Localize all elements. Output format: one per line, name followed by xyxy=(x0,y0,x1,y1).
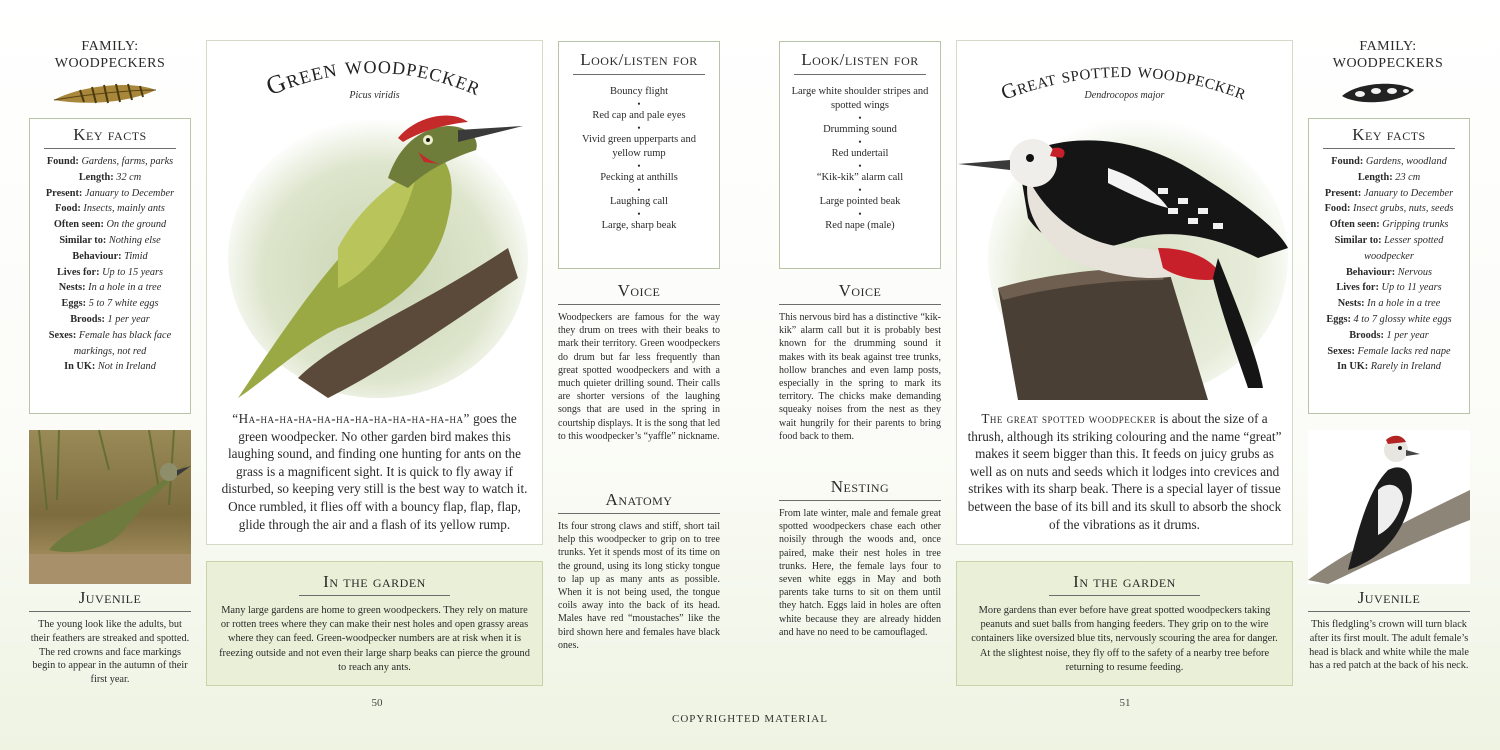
nesting-text: From late winter, male and female great spotted woodpeckers chase each other noisily through the woods and, once paired, make their nest holes in tree trunks. Here, the female lays four to seven white eggs in May and both parents take turns to sit on them until they hatch. Eggs laid in holes are often white because they are already hidden and have no need to be camouflaged. xyxy=(779,508,941,638)
key-facts-title: Key facts xyxy=(73,125,147,144)
look-item: Drumming sound xyxy=(823,124,897,135)
family-line1: FAMILY: xyxy=(1359,39,1417,54)
divider xyxy=(558,304,720,305)
juvenile-text: The young look like the adults, but their feathers are streaked and spotted. The red crowns and face markings begin to appear in the autumn of their first year. xyxy=(30,619,190,686)
voice-title: Voice xyxy=(617,281,661,300)
main-lead: “Ha-ha-ha-ha-ha-ha-ha-ha-ha-ha-ha-ha” xyxy=(232,411,470,426)
bird-latin-left: Picus viridis xyxy=(349,90,400,101)
fact-row: Found: Gardens, woodland xyxy=(1331,156,1447,167)
bird-title-text: Green woodpecker xyxy=(261,49,487,102)
divider xyxy=(573,74,705,75)
bullet-dot: • xyxy=(858,137,862,147)
bird-title-left xyxy=(206,46,543,116)
voice-section-right xyxy=(779,281,941,443)
fact-row: Nests: In a hole in a tree xyxy=(1337,298,1441,310)
divider xyxy=(779,304,941,305)
garden-title: In the garden xyxy=(323,572,426,591)
fact-row: Often seen: On the ground xyxy=(53,219,167,231)
juvenile-photo-right xyxy=(1308,430,1470,584)
look-item: Large pointed beak xyxy=(819,196,901,207)
bullet-dot: • xyxy=(637,99,641,109)
look-item: Laughing call xyxy=(609,196,669,207)
bird-title-text: Great spotted woodpecker xyxy=(997,57,1251,105)
divider xyxy=(44,148,176,149)
fact-row: Broods: 1 per year xyxy=(1349,329,1429,341)
fact-row: Behaviour: Nervous xyxy=(1345,266,1433,278)
juvenile-section-left xyxy=(29,588,191,687)
fact-row: Behaviour: Timid xyxy=(72,250,148,262)
look-item: Large white shoulder stripes and spotted wings xyxy=(791,86,929,111)
juvenile-photo-left xyxy=(29,430,191,584)
fact-row: Similar to: Nothing else xyxy=(59,234,161,246)
family-line2: WOODPECKERS xyxy=(1332,56,1444,71)
divider xyxy=(794,74,926,75)
facts-list-right xyxy=(1309,154,1469,375)
look-item: Red nape (male) xyxy=(825,220,895,231)
look-item: Bouncy flight xyxy=(609,86,669,97)
family-label-left xyxy=(40,38,180,72)
fact-row: Found: Gardens, farms, parks xyxy=(46,156,174,167)
fact-row: Food: Insects, mainly ants xyxy=(55,203,165,215)
look-listen-list xyxy=(559,85,719,233)
bird-photo-left xyxy=(218,108,530,400)
look-item: Pecking at anthills xyxy=(600,172,678,183)
main-paragraph-right xyxy=(966,410,1283,533)
fact-row: Length: 32 cm xyxy=(78,171,142,183)
bullet-dot: • xyxy=(637,209,641,219)
bullet-dot: • xyxy=(637,123,641,133)
fact-row: Lives for: Up to 15 years xyxy=(56,266,164,278)
fact-row: Nests: In a hole in a tree xyxy=(58,282,162,294)
copyright-footer: COPYRIGHTED MATERIAL xyxy=(672,713,828,725)
divider xyxy=(29,611,191,612)
page-number-left: 50 xyxy=(371,697,383,709)
bullet-dot: • xyxy=(858,161,862,171)
nesting-section-right xyxy=(779,477,941,639)
fact-row: Similar to: Lesser spotted woodpecker xyxy=(1334,234,1444,262)
main-text: goes the green woodpecker. No other garden bird makes this laughing sound, and finding one hunting for ants on the grass is a magnificent sight. It is quick to fly away if disturbed, so keeping very still is the best way to watch it. Once rumbled, it flies off with a bouncy flap, flap, flap, glide through the air and a flash of its yellow rump. xyxy=(221,411,528,532)
look-item: Red cap and pale eyes xyxy=(592,110,686,121)
fact-row: Present: January to December xyxy=(1324,187,1454,199)
anatomy-text: Its four strong claws and stiff, short tail help this woodpecker to grip on to tree trunks. Yet it spends most of its time on the ground, using its long sticky tongue to lap up as many ants as possible. When it is not being used, the tongue coils away into the back of its head. Males have red “moustaches” like the bird shown here and females have black ones. xyxy=(558,521,720,651)
divider xyxy=(558,513,720,514)
look-item: Red undertail xyxy=(831,148,889,159)
look-item: Large, sharp beak xyxy=(601,220,677,231)
juvenile-text: This fledgling’s crown will turn black after its first moult. The adult female’s head is black and white while the male has a red patch at the back of his neck. xyxy=(1309,619,1469,672)
fact-row: Food: Insect grubs, nuts, seeds xyxy=(1324,203,1454,215)
look-item: “Kik-kik” alarm call xyxy=(816,172,904,183)
main-text: is about the size of a thrush, although its striking colouring and the name “great” makes it seem bigger than this. It feeds on juicy grubs as well as on nuts and seeds which it lodges into crevices and strikes with its sharp beak. There is a special layer of tissue between the base of its bill and its skull to absorb the shock of the vibrations as it drums. xyxy=(967,411,1282,532)
bird-latin-right: Dendrocopos major xyxy=(1084,90,1165,101)
look-listen-box-left xyxy=(558,41,720,269)
juvenile-section-right xyxy=(1308,588,1470,673)
bird-photo-right xyxy=(958,108,1292,400)
feather-icon xyxy=(50,78,160,108)
juvenile-title: Juvenile xyxy=(1357,588,1421,607)
page-number-right: 51 xyxy=(1119,697,1131,709)
garden-text: Many large gardens are home to green woodpeckers. They rely on mature or rotten trees where they can make their nest holes and open grassy areas where they can feed. Green-woodpecker numbers are at risk when it is freezing outside and not even their large sharp beaks can pierce the ground to reach any ants. xyxy=(219,605,530,673)
bullet-dot: • xyxy=(858,113,862,123)
fact-row: In UK: Rarely in Ireland xyxy=(1337,361,1441,373)
voice-text: This nervous bird has a distinctive “kik-kik” alarm call but it is probably best known for the drumming sound it makes with its beak against tree trunks, hollow branches and even lamp posts, especially in the spring to mark its territory. The chicks make demanding squeaky noises from the nest as they wait hungrily for their parents to bring food back to them. xyxy=(779,312,941,442)
divider xyxy=(1323,148,1455,149)
look-listen-list xyxy=(780,85,940,233)
feather-icon xyxy=(1338,78,1418,108)
fact-row: In UK: Not in Ireland xyxy=(64,361,156,373)
nesting-title: Nesting xyxy=(830,477,890,496)
garden-title: In the garden xyxy=(1073,572,1176,591)
garden-box-left xyxy=(206,561,543,686)
key-facts-box-right xyxy=(1308,118,1470,414)
look-listen-title: Look/listen for xyxy=(801,50,919,69)
fact-row: Broods: 1 per year xyxy=(70,313,150,325)
fact-row: Sexes: Female lacks red nape xyxy=(1327,345,1451,357)
fact-row: Eggs: 4 to 7 glossy white eggs xyxy=(1326,313,1452,325)
anatomy-section-left xyxy=(558,490,720,652)
fact-row: Lives for: Up to 11 years xyxy=(1336,282,1442,294)
divider xyxy=(779,500,941,501)
bird-title-right xyxy=(956,46,1293,116)
key-facts-box-left xyxy=(29,118,191,414)
fact-row: Sexes: Female has black face markings, not red xyxy=(48,329,172,357)
garden-box-right xyxy=(956,561,1293,686)
fact-row: Eggs: 5 to 7 white eggs xyxy=(61,298,159,310)
look-listen-box-right xyxy=(779,41,941,269)
voice-section-left xyxy=(558,281,720,443)
voice-text: Woodpeckers are famous for the way they drum on trees with their beaks to mark their territory. Green woodpeckers do drum but far less frequently than great spotted woodpeckers and with a much quieter drilling sound. Their calls are shorter versions of the laughing songs that are used in the spring in courtship displays. It is the song that led to this woodpecker’s “yaffle” nickname. xyxy=(558,312,720,442)
divider xyxy=(1049,595,1200,596)
bullet-dot: • xyxy=(637,161,641,171)
family-line2: WOODPECKERS xyxy=(54,56,166,71)
look-listen-title: Look/listen for xyxy=(580,50,698,69)
bullet-dot: • xyxy=(858,185,862,195)
key-facts-title: Key facts xyxy=(1352,125,1426,144)
divider xyxy=(1308,611,1470,612)
family-label-right xyxy=(1318,38,1458,72)
bullet-dot: • xyxy=(858,209,862,219)
look-item: Vivid green upperparts and yellow rump xyxy=(582,134,696,159)
fact-row: Often seen: Gripping trunks xyxy=(1329,219,1449,231)
family-line1: FAMILY: xyxy=(81,39,139,54)
main-lead: The great spotted woodpecker xyxy=(981,411,1157,426)
fact-row: Present: January to December xyxy=(45,187,175,199)
bullet-dot: • xyxy=(637,185,641,195)
voice-title: Voice xyxy=(838,281,882,300)
divider xyxy=(299,595,450,596)
facts-list-left xyxy=(30,154,190,375)
fact-row: Length: 23 cm xyxy=(1357,171,1421,183)
main-paragraph-left xyxy=(218,410,531,533)
anatomy-title: Anatomy xyxy=(605,490,673,509)
juvenile-title: Juvenile xyxy=(78,588,142,607)
garden-text: More gardens than ever before have great spotted woodpeckers taking peanuts and suet balls from hanging feeders. They grip on to the wire containers like oversized blue tits, nervously scouring the area for danger. At the slightest noise, they fly off to the safety of a nearby tree before returning to resume feeding. xyxy=(971,605,1278,673)
